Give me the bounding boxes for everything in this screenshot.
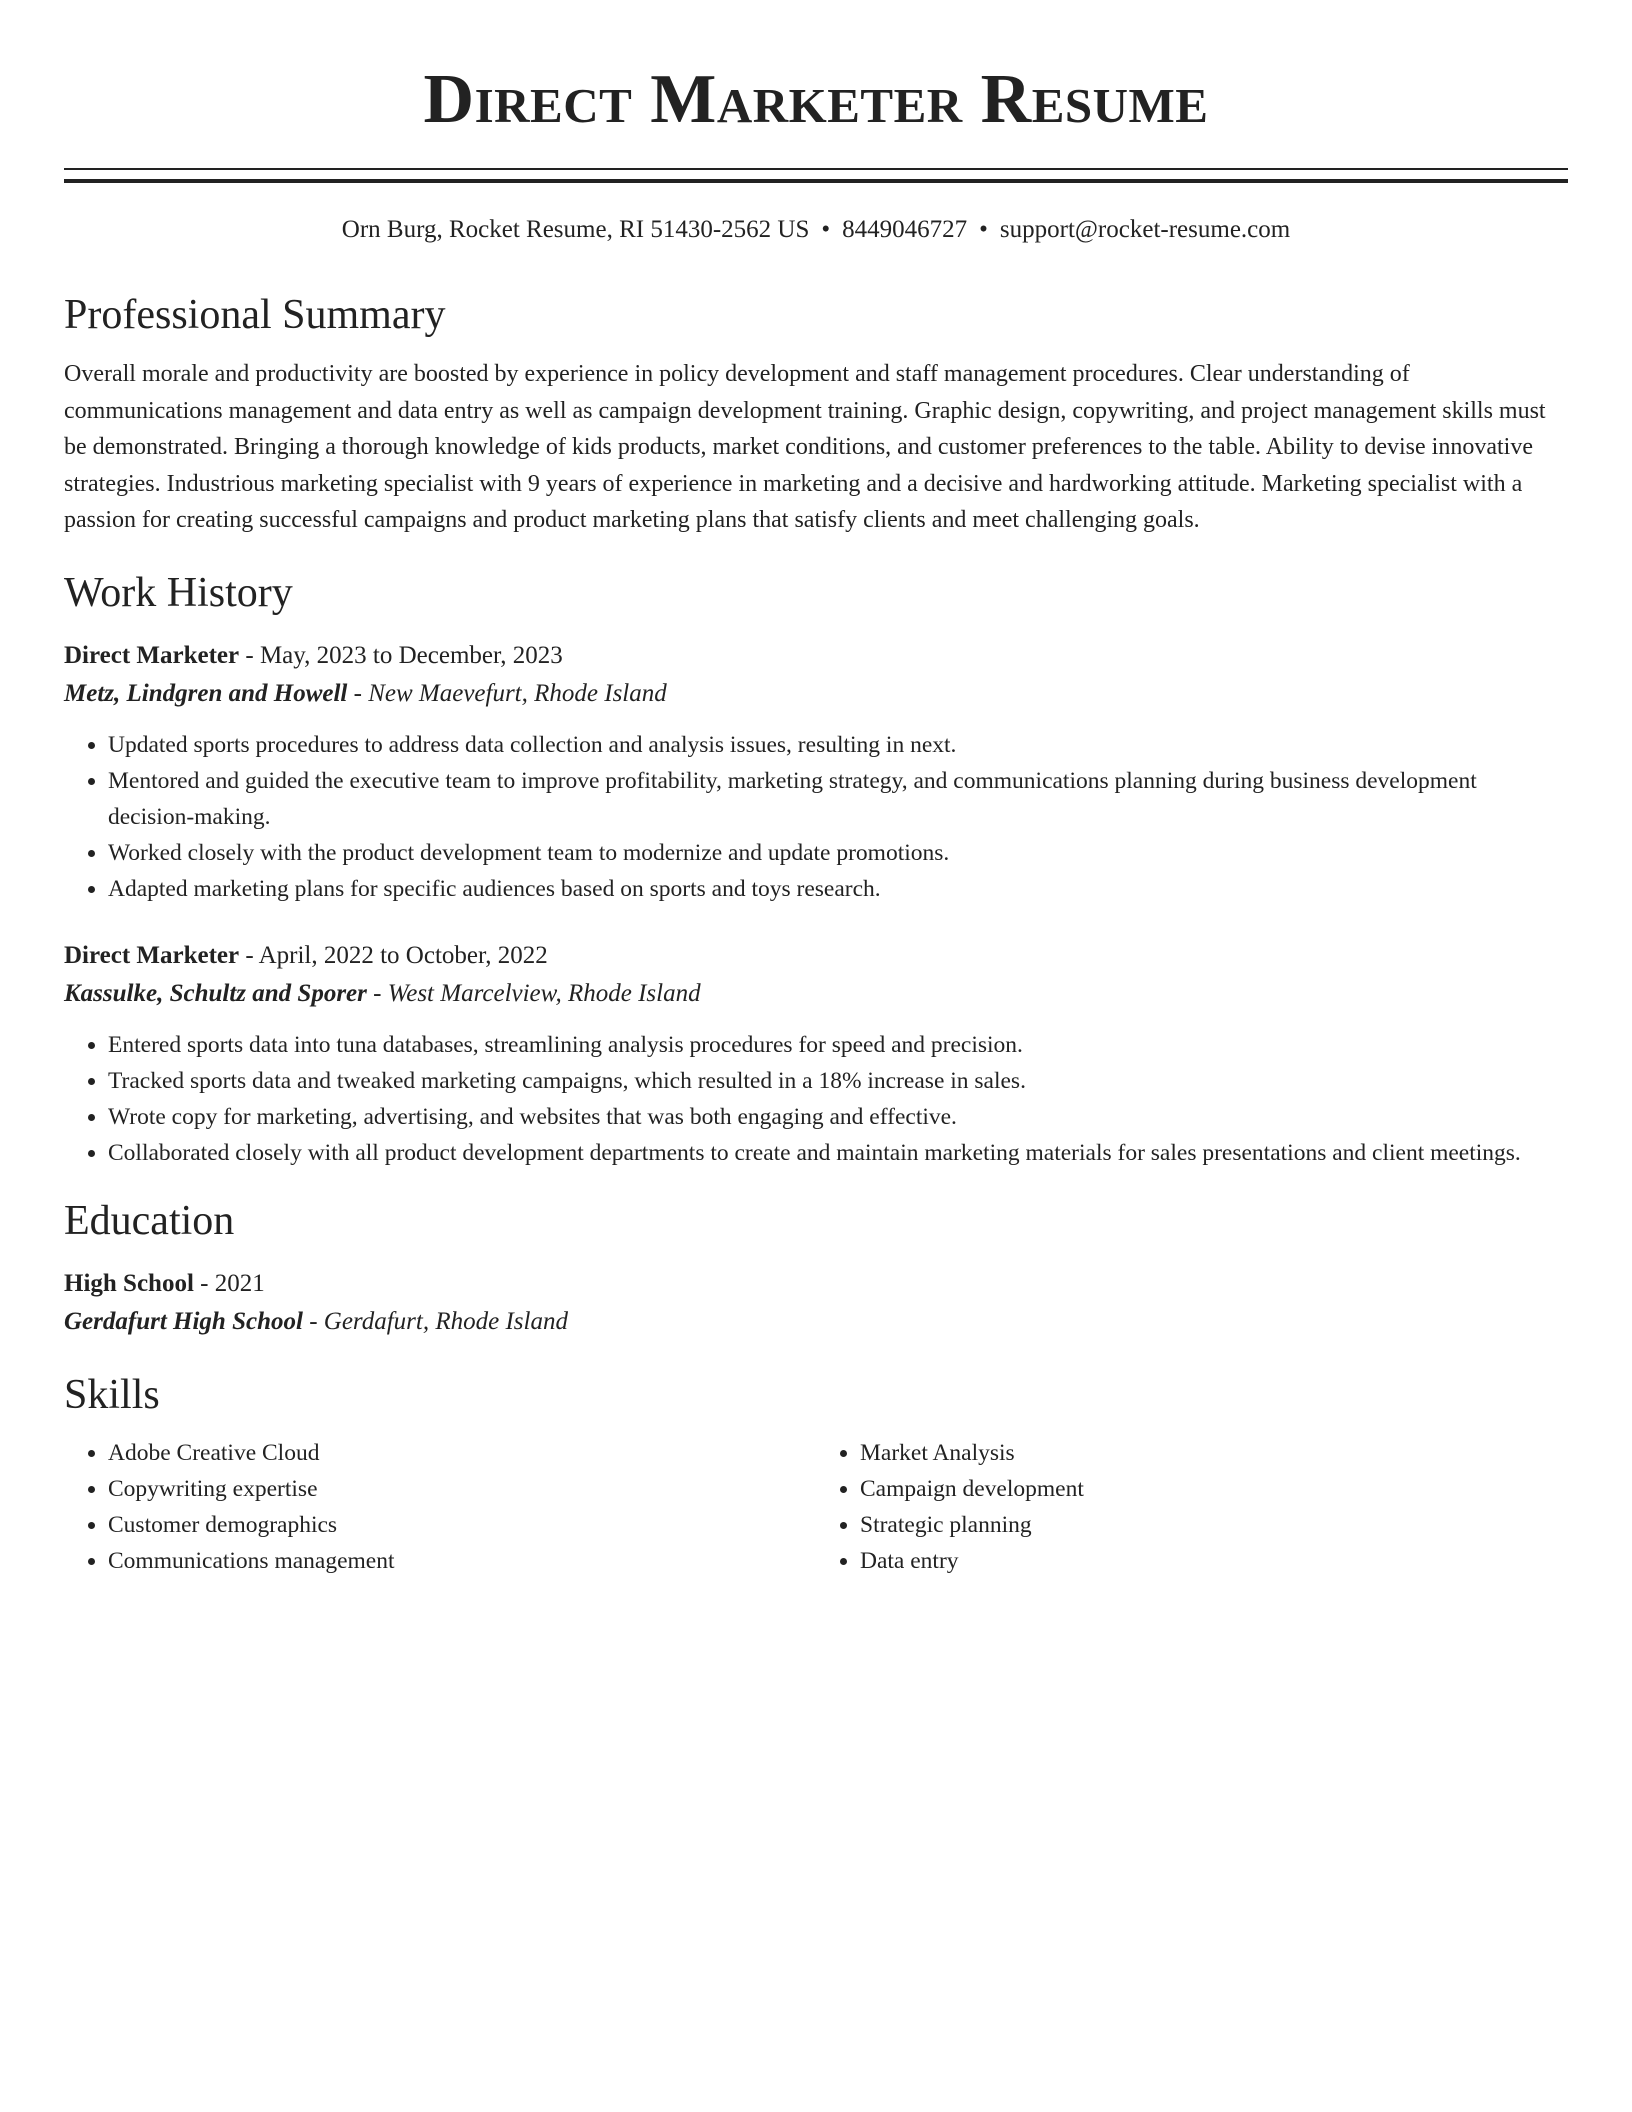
job-bullet: • Collaborated closely with all product development departments to create and maintain marketing materials for sales presentations and client meetings. (108, 1135, 1568, 1171)
skills-column-right (816, 1435, 1568, 1579)
job-header (64, 637, 1568, 675)
job-bullet: • Mentored and guided the executive team to improve profitability, marketing strategy, and communications planning during business development decision-making. (108, 763, 1568, 835)
job-bullet: • Updated sports procedures to address data collection and analysis issues, resulting in next. (108, 727, 1568, 763)
education-header (64, 1265, 1568, 1303)
skill-item: • Data entry (860, 1543, 1568, 1579)
page-title: Direct Marketer Resume (423, 61, 1209, 138)
education-degree: High School (64, 1269, 194, 1297)
contact-line (64, 213, 1568, 247)
skill-item: • Customer demographics (108, 1507, 816, 1543)
education-location: - Gerdafurt, Rhode Island (302, 1307, 568, 1335)
job-company: Metz, Lindgren and Howell (64, 679, 348, 707)
job-company: Kassulke, Schultz and Sporer (64, 979, 367, 1007)
job-dates: - May, 2023 to December, 2023 (239, 641, 563, 669)
job-location: - West Marcelview, Rhode Island (366, 979, 701, 1007)
job-location: - New Maevefurt, Rhode Island (347, 679, 667, 707)
summary-text: Overall morale and productivity are boosted by experience in policy development and staff management procedures. Clear understanding of communications management and data entry as well as campaign development training. Graphic design, copywriting, and project management skills must be demonstrated. Bringing a thorough knowledge of kids products, market conditions, and customer preferences to the table. Ability to devise innovative strategies. Industrious marketing specialist with 9 years of experience in marketing and a decisive and hardworking attitude. Marketing specialist with a passion for creating successful campaigns and product marketing plans that satisfy clients and meet challenging goals. (64, 361, 1546, 533)
skills-grid (64, 1435, 1568, 1579)
title-divider (64, 168, 1568, 183)
job-role: Direct Marketer (64, 941, 240, 969)
skills-column-left (64, 1435, 816, 1579)
job-entry (64, 937, 1568, 1171)
job-bullet: • Tracked sports data and tweaked marketing campaigns, which resulted in a 18% increase in sales. (108, 1063, 1568, 1099)
job-bullets (64, 1027, 1568, 1171)
skill-item: • Market Analysis (860, 1435, 1568, 1471)
contact-address: Orn Burg, Rocket Resume, RI 51430-2562 US (341, 216, 810, 243)
education-heading: Education (64, 1197, 235, 1244)
job-bullet: • Entered sports data into tuna databases, streamlining analysis procedures for speed and precision. (108, 1027, 1568, 1063)
job-bullet: • Worked closely with the product development team to modernize and update promotions. (108, 835, 1568, 871)
contact-separator: • (821, 216, 831, 243)
job-bullets (64, 727, 1568, 907)
job-dates: - April, 2022 to October, 2022 (239, 941, 548, 969)
job-role: Direct Marketer (64, 641, 240, 669)
education-school-line (64, 1303, 1568, 1341)
skill-item: • Campaign development (860, 1471, 1568, 1507)
job-bullet: • Adapted marketing plans for specific audiences based on sports and toys research. (108, 871, 1568, 907)
job-entry (64, 637, 1568, 907)
education-year: - 2021 (193, 1269, 265, 1297)
contact-phone: 8449046727 (842, 216, 968, 243)
contact-separator: • (979, 216, 988, 243)
job-header (64, 937, 1568, 975)
contact-email: support@rocket-resume.com (999, 216, 1291, 243)
job-employer (64, 975, 1568, 1013)
skills-heading: Skills (64, 1371, 160, 1418)
education-entry (64, 1265, 1568, 1341)
summary-heading: Professional Summary (64, 292, 446, 338)
skill-item: • Copywriting expertise (108, 1471, 816, 1507)
work-history-heading: Work History (64, 569, 293, 616)
skill-item: • Communications management (108, 1543, 816, 1579)
skill-item: • Adobe Creative Cloud (108, 1435, 816, 1471)
education-school: Gerdafurt High School (64, 1307, 303, 1335)
job-bullet: • Wrote copy for marketing, advertising, and websites that was both engaging and effective. (108, 1099, 1568, 1135)
job-employer (64, 675, 1568, 713)
skill-item: • Strategic planning (860, 1507, 1568, 1543)
